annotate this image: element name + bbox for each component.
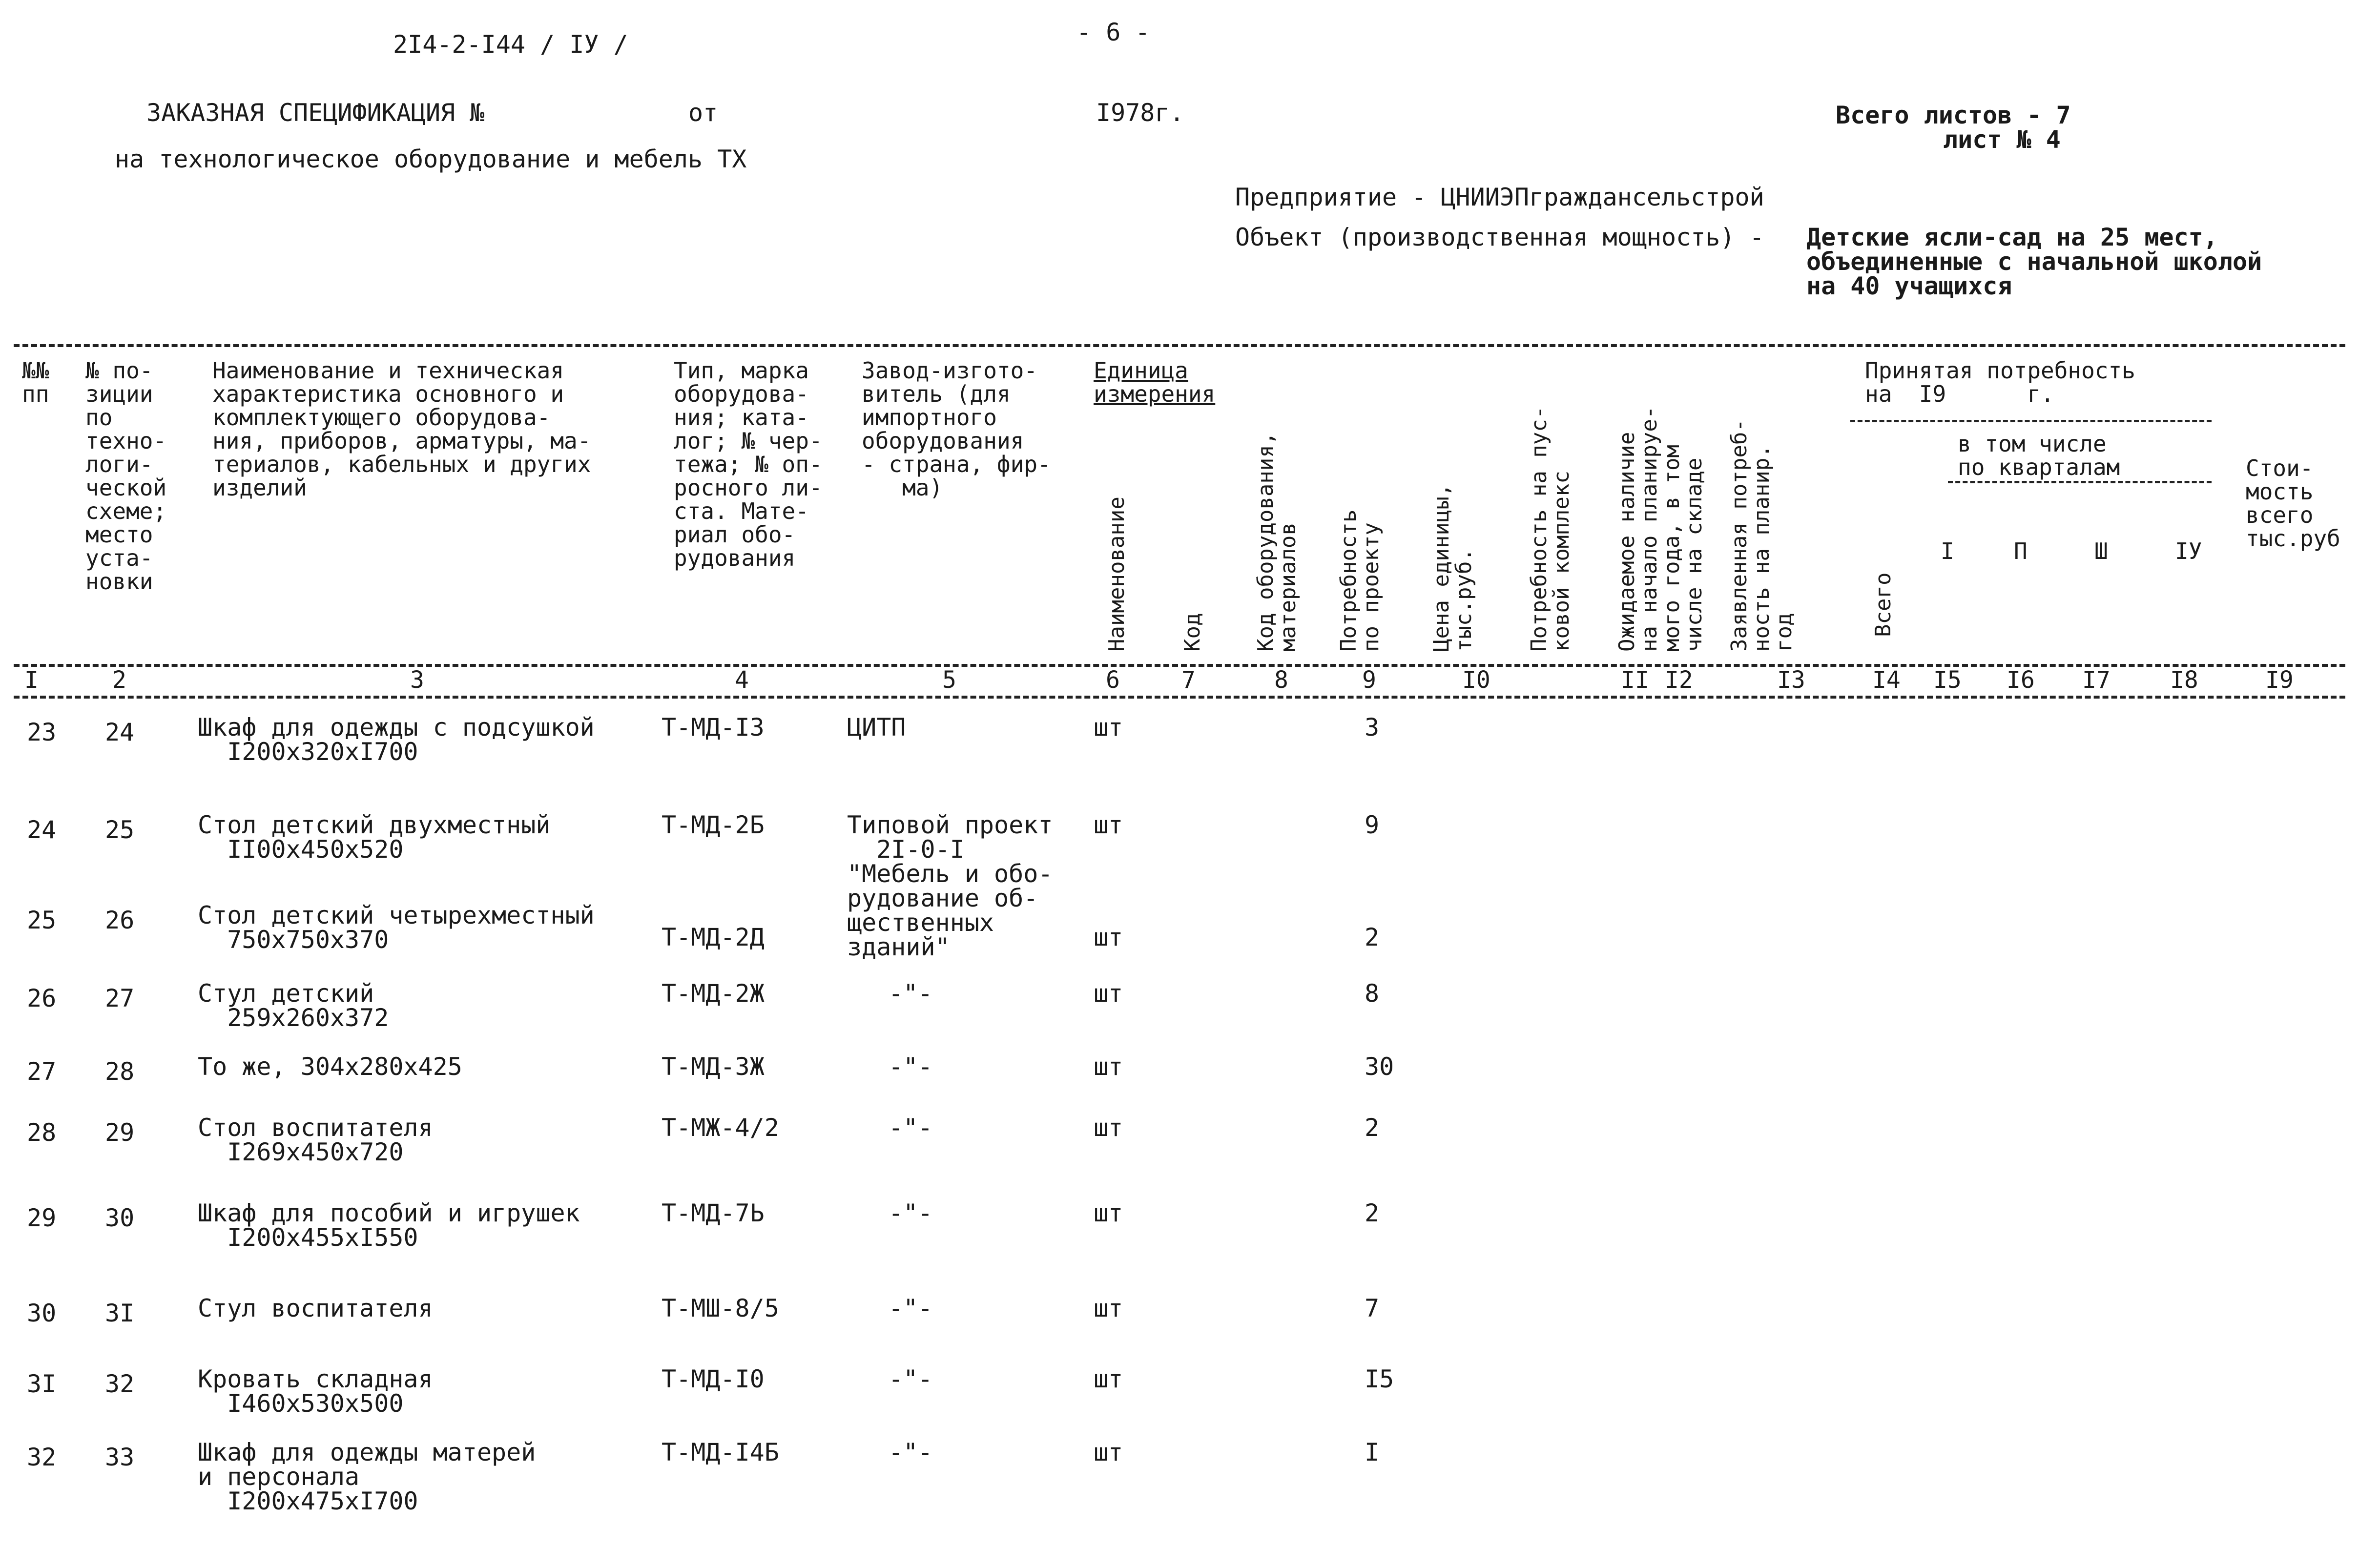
row-position: 3I [105, 1299, 135, 1327]
col-header-17: Ш [2094, 538, 2108, 564]
row-position: 30 [105, 1204, 135, 1232]
col-header-3: Наименование и техническая характеристика основного и комплектующего оборудова- ния, приборов, арматуры, ма- териалов, кабельных и других изделий [212, 357, 591, 501]
row-name: Шкаф для одежды с подсушкой I200х320хI700 [198, 713, 595, 766]
row-number: 23 [27, 718, 57, 746]
row-qty: 9 [1365, 811, 1380, 839]
column-number: 7 [1181, 666, 1196, 694]
row-name: То же, 304х280х425 [198, 1052, 462, 1081]
row-maker: -"- [889, 979, 933, 1008]
row-qty: 30 [1365, 1052, 1394, 1081]
row-position: 32 [105, 1370, 135, 1398]
spec-from: от [688, 99, 718, 127]
row-number: 26 [27, 984, 57, 1012]
table-top-border [14, 344, 2345, 347]
spec-title: ЗАКАЗНАЯ СПЕЦИФИКАЦИЯ № [146, 99, 485, 127]
row-number: 29 [27, 1204, 57, 1232]
row-type: Т-МД-2Б [662, 811, 765, 839]
row-position: 26 [105, 906, 135, 934]
row-position: 27 [105, 984, 135, 1012]
row-type: Т-МД-7Ь [662, 1199, 765, 1227]
col-header-5: Завод-изгото- витель (для импортного оборудования - страна, фир- ма) [862, 357, 1051, 501]
row-type: Т-МД-I0 [662, 1365, 765, 1393]
row-number: 25 [27, 906, 57, 934]
column-number: I9 [2265, 666, 2294, 694]
row-number: 28 [27, 1118, 57, 1147]
row-position: 33 [105, 1443, 135, 1471]
row-qty: 2 [1365, 1199, 1380, 1227]
column-number: I8 [2170, 666, 2198, 694]
col-header-15: I [1941, 538, 1954, 564]
row-name: Шкаф для пособий и игрушек I200х455хI550 [198, 1199, 580, 1252]
row-unit: шт [1094, 1438, 1123, 1466]
colnum-bottom-border [14, 696, 2345, 699]
object-value-3: на 40 учащихся [1806, 272, 2012, 300]
row-type: Т-МД-I3 [662, 713, 765, 742]
row-maker: -"- [889, 1438, 933, 1466]
row-number: 27 [27, 1057, 57, 1086]
row-name: Стол воспитателя I269х450х720 [198, 1114, 433, 1166]
col-header-19: Стои- мость всего тыс.руб [2246, 455, 2340, 552]
row-name: Стол детский двухместный II00х450х520 [198, 811, 551, 864]
row-maker: ЦИТП [847, 713, 906, 742]
col-header-14: Всего [1871, 572, 1896, 637]
col-header-12: Ожидаемое наличие на начало планируе- мого года, в том числе на складе [1614, 406, 1707, 652]
object-label: Объект (производственная мощность) - [1235, 223, 1764, 251]
column-number: I4 [1872, 666, 1901, 694]
row-maker: Типовой проект 2I-0-I "Мебель и обо- рудование об- щественных зданий" [847, 811, 1053, 961]
row-number: 30 [27, 1299, 57, 1327]
row-name: Стол детский четырехместный 750х750х370 [198, 901, 595, 954]
row-qty: 7 [1365, 1294, 1380, 1322]
row-position: 25 [105, 816, 135, 844]
column-number: 2 [112, 666, 126, 694]
col-header-8: Код оборудования, материалов [1253, 432, 1301, 652]
col-header-18: IУ [2175, 538, 2202, 564]
enterprise: Предприятие - ЦНИИЭПграждансельстрой [1235, 183, 1764, 211]
column-number: I7 [2082, 666, 2111, 694]
row-unit: шт [1094, 713, 1123, 742]
row-number: 32 [27, 1443, 57, 1471]
row-qty: 2 [1365, 1114, 1380, 1142]
column-number: 8 [1274, 666, 1288, 694]
col-header-2: № по- зиции по техно- логи- ческой схеме; место уста- новки [85, 357, 167, 595]
row-name: Шкаф для одежды матерей и персонала I200х475хI700 [198, 1438, 536, 1515]
row-maker: -"- [889, 1365, 933, 1393]
row-unit: шт [1094, 979, 1123, 1008]
col-header-11: Потребность на пус- ковой комплекс [1527, 406, 1574, 652]
col-header-unit: Единица измерения [1094, 357, 1216, 407]
column-number: II [1621, 666, 1649, 694]
row-type: Т-МД-2Ж [662, 979, 765, 1008]
col-header-13: Заявленная потреб- ность на планир. год [1727, 419, 1797, 652]
row-unit: шт [1094, 1365, 1123, 1393]
spec-year: I978г. [1096, 99, 1184, 127]
col-header-10: Цена единицы, тыс.руб. [1429, 483, 1476, 652]
col-header-quarters: в том числе по кварталам [1958, 431, 2120, 480]
row-type: Т-МЖ-4/2 [662, 1114, 779, 1142]
column-number: 4 [735, 666, 749, 694]
object-value-2: объединенные с начальной школой [1806, 248, 2262, 276]
col-header-4: Тип, марка оборудова- ния; ката- лог; № чер- тежа; № оп- росного ли- ста. Мате- риал обо- рудования [674, 357, 823, 571]
col-header-6: Наименование [1104, 496, 1129, 652]
row-qty: 2 [1365, 923, 1380, 951]
column-number: I3 [1777, 666, 1805, 694]
quarters-divider [1948, 481, 2212, 483]
col-header-1: №№ пп [22, 357, 49, 407]
row-type: Т-МД-I4Б [662, 1438, 779, 1466]
document-code: 2I4-2-I44 / IУ / [393, 30, 628, 59]
column-number: 6 [1106, 666, 1120, 694]
row-maker: -"- [889, 1294, 933, 1322]
row-position: 24 [105, 718, 135, 746]
row-unit: шт [1094, 923, 1123, 951]
column-number: I [24, 666, 39, 694]
row-name: Стул воспитателя [198, 1294, 433, 1322]
column-number: 5 [942, 666, 956, 694]
row-unit: шт [1094, 1199, 1123, 1227]
total-sheets: Всего листов - 7 [1836, 101, 2071, 129]
row-type: Т-МШ-8/5 [662, 1294, 779, 1322]
row-number: 24 [27, 816, 57, 844]
accepted-divider [1850, 420, 2212, 422]
page-number: - 6 - [1076, 18, 1150, 46]
row-maker: -"- [889, 1114, 933, 1142]
row-qty: I5 [1365, 1365, 1394, 1393]
col-header-16: П [2014, 538, 2028, 564]
column-number: 9 [1362, 666, 1376, 694]
col-header-accepted: Принятая потребность на I9 г. [1865, 357, 2135, 407]
row-unit: шт [1094, 1052, 1123, 1081]
row-name: Стул детский 259х260х372 [198, 979, 389, 1032]
colnum-top-border [14, 664, 2345, 667]
column-number: I5 [1933, 666, 1962, 694]
row-maker: -"- [889, 1052, 933, 1081]
row-unit: шт [1094, 811, 1123, 839]
column-number: I2 [1665, 666, 1693, 694]
row-type: Т-МД-2Д [662, 923, 765, 951]
row-unit: шт [1094, 1114, 1123, 1142]
spec-subtitle: на технологическое оборудование и мебель ТХ [115, 145, 747, 173]
row-qty: I [1365, 1438, 1380, 1466]
row-number: 3I [27, 1370, 57, 1398]
row-position: 28 [105, 1057, 135, 1086]
row-type: Т-МД-3Ж [662, 1052, 765, 1081]
object-value-1: Детские ясли-сад на 25 мест, [1806, 223, 2218, 251]
sheet-number: лист № 4 [1943, 125, 2061, 154]
row-unit: шт [1094, 1294, 1123, 1322]
row-maker: -"- [889, 1199, 933, 1227]
col-header-9: Потребность по проекту [1336, 509, 1384, 652]
column-number: 3 [410, 666, 424, 694]
row-position: 29 [105, 1118, 135, 1147]
column-number: I0 [1462, 666, 1490, 694]
row-name: Кровать складная I460х530х500 [198, 1365, 433, 1418]
row-qty: 3 [1365, 713, 1380, 742]
column-number: I6 [2007, 666, 2035, 694]
col-header-7: Код [1180, 613, 1205, 652]
row-qty: 8 [1365, 979, 1380, 1008]
